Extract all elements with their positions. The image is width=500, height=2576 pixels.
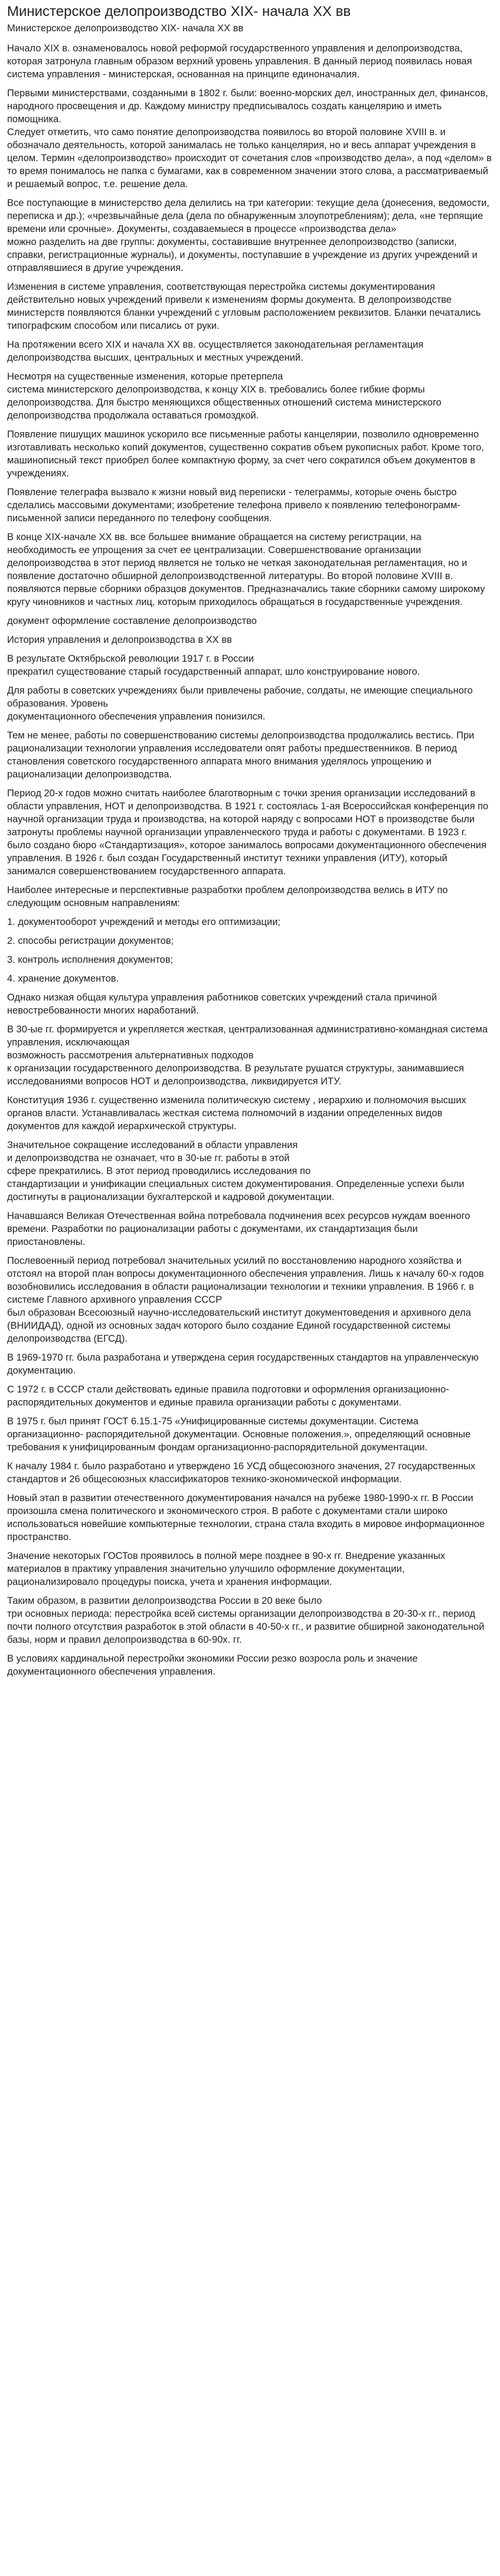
paragraph: Новый этап в развитии отечественного документирования начался на рубеже 1980-1990-х гг. В России произошла смена политического и экономического строя. В работе с документами стали широко использоваться новейшие компьютерные технологии, страна стала входить в мировое информационное пространство. [7, 1493, 485, 1542]
page-title: Министерское делопроизводство XIX- начала XX вв [7, 4, 351, 19]
paragraph: Таким образом, в развитии делопроизводства России в 20 веке было три основных периода: перестройка всей системы организации делопроизводства в 20-30-х гг., период почти полного отсутствия разработок в этой области в 40-50-х гг., и развитие обширной законодательной базы, норм и правил делопроизводства в 60-90х. гг. [7, 1596, 485, 1645]
paragraph: В 30-ые гг. формируется и укрепляется жесткая, централизованная административно-командная система управления, исключающая возможность рассмотрения альтернативных подходов к организации государственного делопроизводства. В результате рушатся структуры, занимавшиеся исследованиями вопросов НОТ и делопроизводства, ликвидируется ИТУ. [7, 1024, 488, 1087]
paragraph: Начавшаяся Великая Отечественная война потребовала подчинения всех ресурсов нуждам военного времени. Разработки по рационализации работы с документами, их стандартизация были приостановлены. [7, 1211, 470, 1247]
paragraph: Значительное сокращение исследований в области управления и делопроизводства не означает, что в 30-ые гг. работы в этой сфере прекратились. В этот период проводились исследования по стандартизации и унификации специальных систем документирования. Определенные успехи были достигнуты в рационализации бухгалтерской и кадровой документации. [7, 1140, 465, 1202]
paragraph: Первыми министерствами, созданными в 1802 г. были: военно-морских дел, иностранных дел, финансов, народного просвещения и др. Каждому министру предписывалось создать канцелярию и иметь помощника. Следует отметить, что само понятие делопроизводства появилось во второй половине XVIII в. и обозначало деятельность, которой занималась не только канцелярия, но и весь аппарат учреждения в целом. Термин «делопроизводство» происходит от сочетания слов «производство дела», а под «делом» в то время понималось не папка с бумагами, как в современном значении этого слова, а рассматриваемый и решаемый вопрос, т.е. решение дела. [7, 88, 492, 189]
paragraph: Несмотря на существенные изменения, которые претерпела система министерского делопроизводства, к концу XIX в. требовались более гибкие формы делопроизводства. Для быстро меняющихся общественных отношений система министерского делопроизводства продолжала оставаться громоздкой. [7, 371, 442, 421]
paragraph: Появление телеграфа вызвало к жизни новый вид переписки - телеграммы, которые очень быстро сделались массовыми документами; изобретение телефона привело к появлению телефонограмм- письменной записи переданного по телефону сообщения. [7, 487, 460, 524]
paragraph: К началу 1984 г. было разработано и утверждено 16 УСД общесоюзного значения, 27 государственных стандартов и 26 общесоюзных классификаторов технико-экономической информации. [7, 1461, 476, 1485]
paragraph: В 1975 г. был принят ГОСТ 6.15.1-75 «Унифицированные системы документации. Система организационно- распорядительной документации. Основные положения.», определяющий основные требования к унифицированным фондам организационно-распорядительной документации. [7, 1416, 471, 1453]
paragraph: Для работы в советских учреждениях были привлечены рабочие, солдаты, не имеющие специального образования. Уровень документационного обеспечения управления понизился. [7, 685, 473, 722]
paragraph: Однако низкая общая культура управления работников советских учреждений стала причиной невостребованности многих наработаний. [7, 992, 437, 1016]
paragraph: 3. контроль исполнения документов; [7, 954, 174, 965]
paragraph: История управления и делопроизводства в XX вв [7, 635, 232, 645]
paragraph: В условиях кардинальной перестройки экономики России резко возросла роль и значение документационного обеспечения управления. [7, 1653, 418, 1677]
paragraph: 1. документооборот учреждений и методы его оптимизации; [7, 917, 280, 927]
paragraph: Изменения в системе управления, соответствующая перестройка системы документирования действительно новых учреждений привели к изменениям формы документа. В делопроизводстве министерств появляются бланки учреждений с угловым расположением реквизитов. Бланки печатались типографским способом или писались от руки. [7, 282, 481, 331]
paragraph: Значение некоторых ГОСТов проявилось в полной мере позднее в 90-х гг. Внедрение указанных материалов в практику управления значительно улучшило оформление документации, рационализировало процедуры поиска, учета и хранения информации. [7, 1551, 446, 1587]
paragraph: Период 20-х годов можно считать наиболее благотворным с точки зрения организации исследований в области управления, НОТ и делопроизводства. В 1921 г. состоялась 1-ая Всероссийская конференция по научной организации труда и производства, на которой наряду с вопросами НОТ в производстве были затронуты проблемы научной организации управленческого труда и работы с документами. В 1923 г. было создано бюро «Стандартизация», которое занималось вопросами документационного обеспечения управления. В 1926 г. был создан Государственный институт техники управления (ИТУ), который занимался совершенствованием государственного аппарата. [7, 788, 489, 877]
paragraph: Начало XIX в. ознаменовалось новой реформой государственного управления и делопроизводства, которая затронула главным образом верхний уровень управления. В данный период появилась новая система управления - министерская, основанная на принципе единоначалия. [7, 43, 472, 80]
paragraph: В конце XIX-начале XX вв. все большее внимание обращается на систему регистрации, на необходимость ее упрощения за счет ее централизации. Совершенствование организации делопроизводства в этот период является не только не четкая законодательная регламентация, но и появление достаточно обширной делопроизводственной литературы. Во второй половине XVIII в. появляются первые сборники образцов документов. Предназначались такие сборники самому широкому кругу чиновников и частных лиц, которым приходилось обращаться в государственные учреждения. [7, 532, 485, 607]
paragraph: Все поступающие в министерство дела делились на три категории: текущие дела (донесения, ведомости, переписка и др.); «чрезвычайные дела (дела по обнаруженным злоупотреблениям); дела, «не терпящие времени или срочные». Документы, создаваемыеся в процессе «производства дела» можно разделить на две группы: документы, составившие внутреннее делопроизводство (записки, справки, регистрационные журналы), и документы, поступавшие в учреждение из других учреждений и отправлявшиеся в другие учреждения. [7, 198, 489, 273]
page-subtitle: Министерское делопроизводство XIX- начала XX вв [7, 23, 244, 34]
paragraph: Конституция 1936 г. существенно изменила политическую систему , иерархию и полномочия высших органов власти. Устанавливалась жесткая система полномочий в издании определенных видов документов для каждой иерархической структуры. [7, 1095, 466, 1132]
paragraph: 2. способы регистрации документов; [7, 936, 174, 946]
paragraph: Тем не менее, работы по совершенствованию системы делопроизводства продолжались вестись. При рационализации технологии управления исследователи опят работы предшественников. В период становления советского государственного аппарата много внимания уделялось упрощению и рационализации делопроизводства. [7, 730, 475, 780]
paragraph: В 1969-1970 гг. была разработана и утверждена серия государственных стандартов на управленческую документацию. [7, 1352, 479, 1376]
paragraph: В результате Октябрьской революции 1917 г. в России прекратил существование старый государственный аппарат, шло конструирование нового. [7, 653, 420, 677]
paragraph: На протяжении всего XIX и начала XX вв. осуществляется законодательная регламентация делопроизводства высших, центральных и местных учреждений. [7, 339, 424, 363]
paragraph: 4. хранение документов. [7, 973, 119, 984]
paragraph: Наиболее интересные и перспективные разработки проблем делопроизводства велись в ИТУ по следующим основным направлениям: [7, 885, 448, 908]
paragraph: С 1972 г. в СССР стали действовать единые правила подготовки и оформления организационно-распорядительных документов и единые правила организации работы с документами. [7, 1384, 449, 1408]
paragraph: Послевоенный период потребовал значительных усилий по восстановлению народного хозяйства и отстоял на второй план вопросы документационного обеспечения управления. Лишь к началу 60-х годов возобновились исследования в области рационализации технологии и техники управления. В 1966 г. в системе Главного архивного управления СССР был образован Всесоюзный научно-исследовательский институт документоведения и архивного дела (ВНИИДАД), одной из основных задач которого было создание Единой государственной системы делопроизводства (ЕГСД). [7, 1256, 484, 1344]
paragraph: Появление пишущих машинок ускорило все письменные работы канцелярии, позволило одновременно изготавливать несколько копий документов, существенно сократив объем рукописных работ. Кроме того, машинописный текст приобрел более компактную форму, за счет чего сократился объем документов в учреждениях. [7, 429, 484, 479]
article-body [7, 42, 493, 1678]
paragraph: документ оформление составление делопроизводство [7, 616, 257, 626]
